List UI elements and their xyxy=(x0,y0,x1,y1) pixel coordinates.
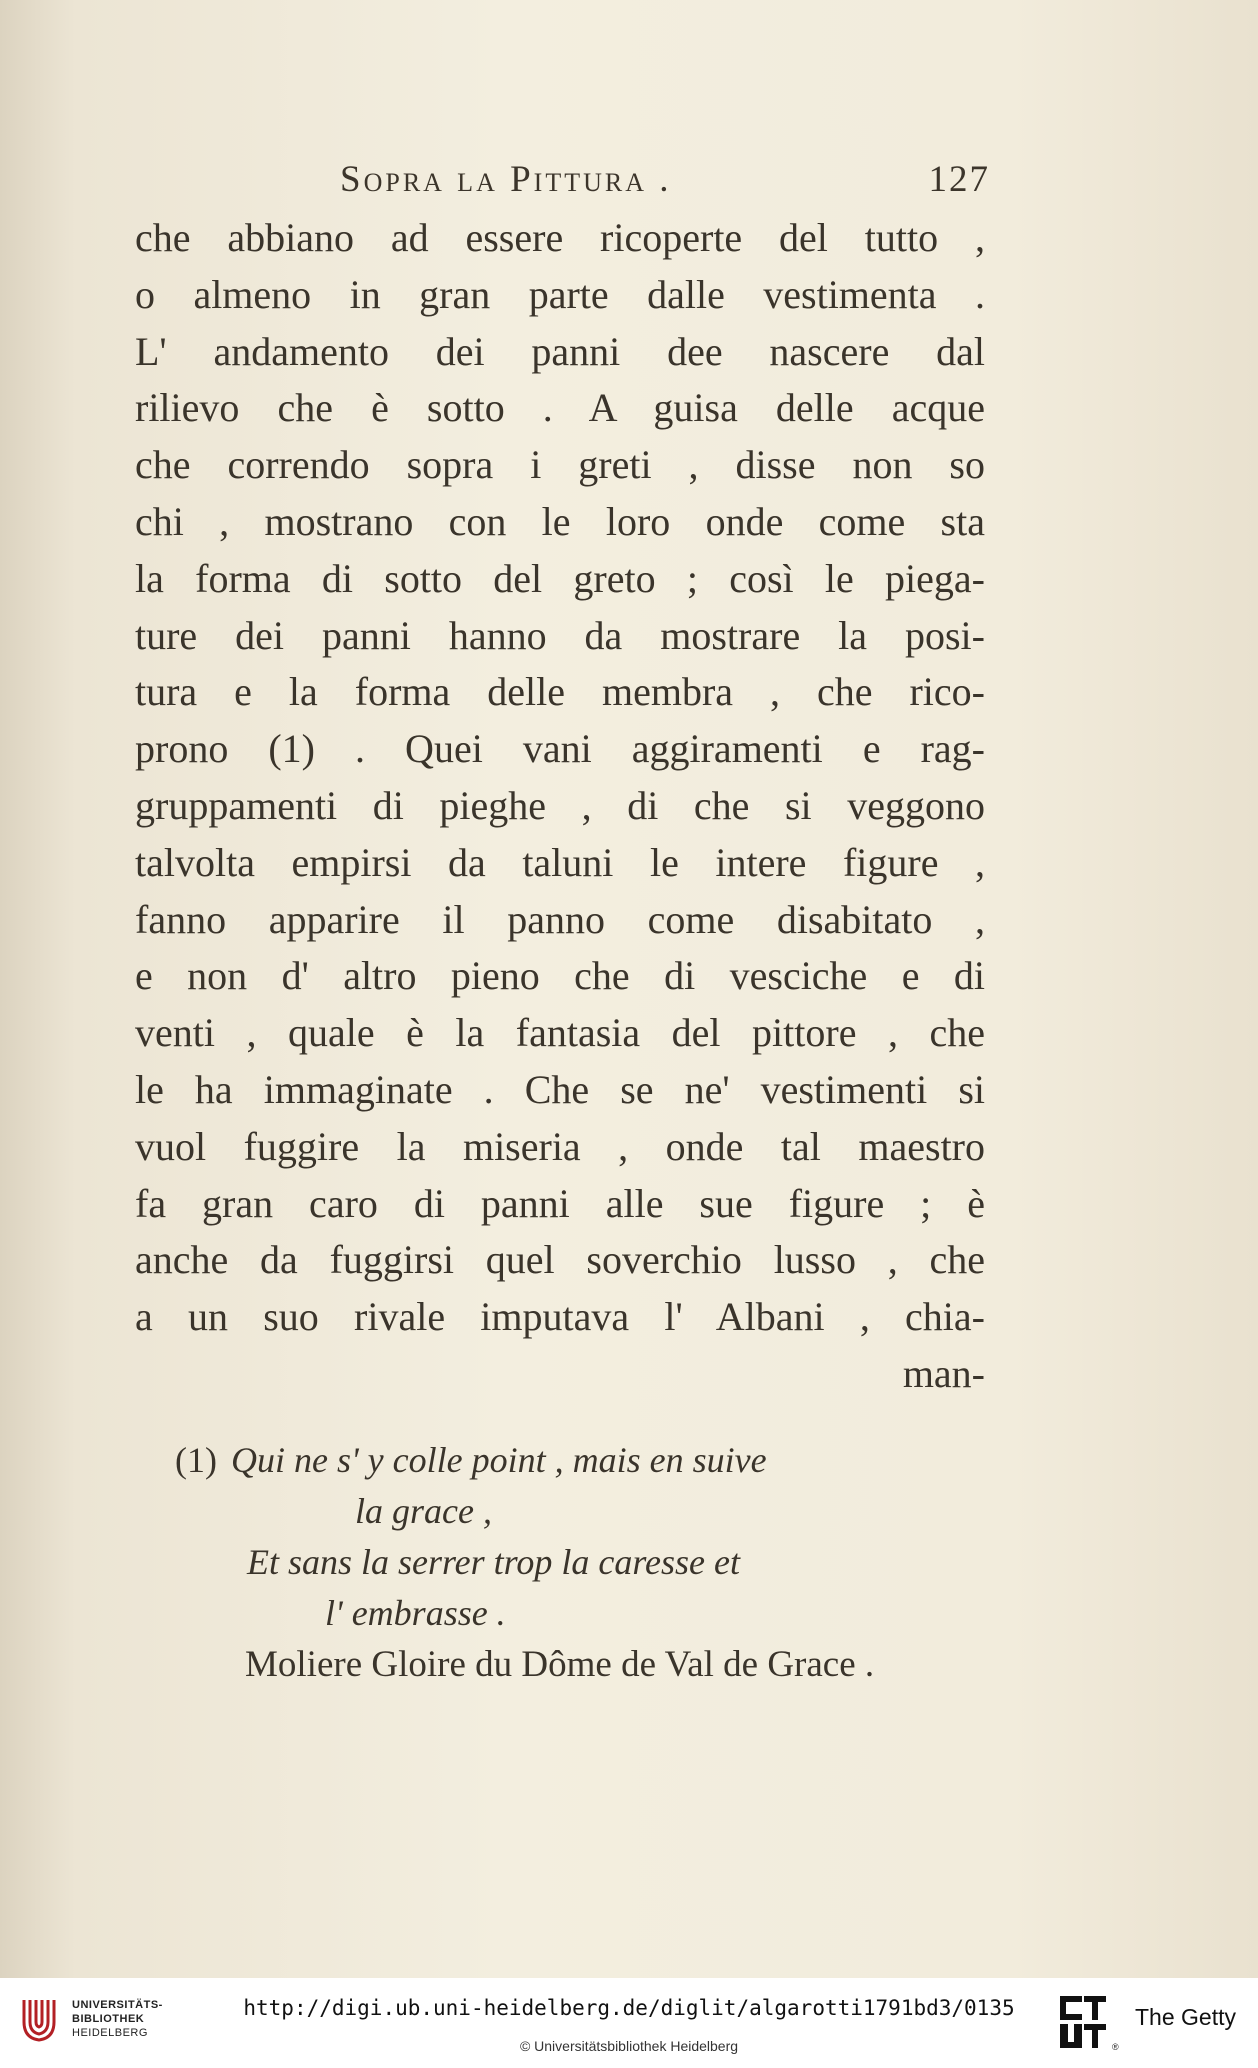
text-line: o almeno in gran parte dalle vestimenta . xyxy=(135,271,985,317)
text-line: fanno apparire il panno come disabitato , xyxy=(135,896,985,942)
text-line: tura e la forma delle membra , che rico- xyxy=(135,669,985,715)
copyright-notice: © Universitätsbibliothek Heidelberg xyxy=(519,2038,739,2054)
library-name-line: HEIDELBERG xyxy=(72,2027,148,2039)
text-line: le ha immaginate . Che se ne' vestimenti si xyxy=(135,1066,985,1112)
catchword: man- xyxy=(902,1350,985,1396)
text-line: rilievo che è sotto . A guisa delle acque xyxy=(135,385,985,431)
permalink-url[interactable]: http://digi.ub.uni-heidelberg.de/diglit/algarotti1791bd3/0135 xyxy=(243,1996,1015,2020)
page-header xyxy=(340,158,990,208)
registered-mark: ® xyxy=(1112,2042,1119,2052)
footnote-verse: la grace , xyxy=(355,1491,492,1531)
sponsor-name: The Getty xyxy=(1135,2004,1236,2030)
viewer-footer xyxy=(0,1978,1258,2068)
text-line: L' andamento dei panni dee nascere dal xyxy=(135,328,985,374)
page-number: 127 xyxy=(928,159,990,200)
text-line: che abbiano ad essere ricoperte del tutto , xyxy=(135,215,985,260)
text-line: vuol fuggire la miseria , onde tal maestro xyxy=(135,1123,985,1169)
text-line: ture dei panni hanno da mostrare la posi- xyxy=(135,612,985,658)
running-title: Sopra la Pittura . xyxy=(340,159,672,200)
text-line: talvolta empirsi da taluni le intere figure , xyxy=(135,839,985,885)
text-line: fa gran caro di panni alle sue figure ; è xyxy=(135,1180,985,1226)
footnote-line xyxy=(135,1435,995,1486)
footnote-verse: Qui ne s' y colle point , mais en suive xyxy=(230,1440,767,1480)
getty-logo-icon xyxy=(1058,1994,1108,2050)
footnote-attribution: Moliere Gloire du Dôme de Val de Grace . xyxy=(245,1644,875,1685)
footnote xyxy=(135,1435,995,1690)
footnote-verse: l' embrasse . xyxy=(325,1593,506,1633)
text-line: a un suo rivale imputava l' Albani , chia- xyxy=(135,1294,985,1340)
text-line: chi , mostrano con le loro onde come sta xyxy=(135,498,985,544)
text-line: che correndo sopra i greti , disse non so xyxy=(135,442,985,488)
text-line: gruppamenti di pieghe , di che si veggono xyxy=(135,782,985,828)
text-line: e non d' altro pieno che di vesciche e di xyxy=(135,953,985,999)
footnote-verse: Et sans la serrer trop la caresse et xyxy=(247,1542,740,1582)
text-line: prono (1) . Quei vani aggiramenti e rag- xyxy=(135,726,985,772)
library-name-line: BIBLIOTHEK xyxy=(72,2013,145,2025)
body-text xyxy=(135,210,985,1403)
text-line: la forma di sotto del greto ; così le piega- xyxy=(135,555,985,601)
text-line: venti , quale è la fantasia del pittore , che xyxy=(135,1010,985,1056)
library-name-line: UNIVERSITÄTS- xyxy=(72,1999,163,2011)
text-line: anche da fuggirsi quel soverchio lusso , che xyxy=(135,1237,985,1283)
footnote-marker: (1) xyxy=(175,1440,217,1480)
